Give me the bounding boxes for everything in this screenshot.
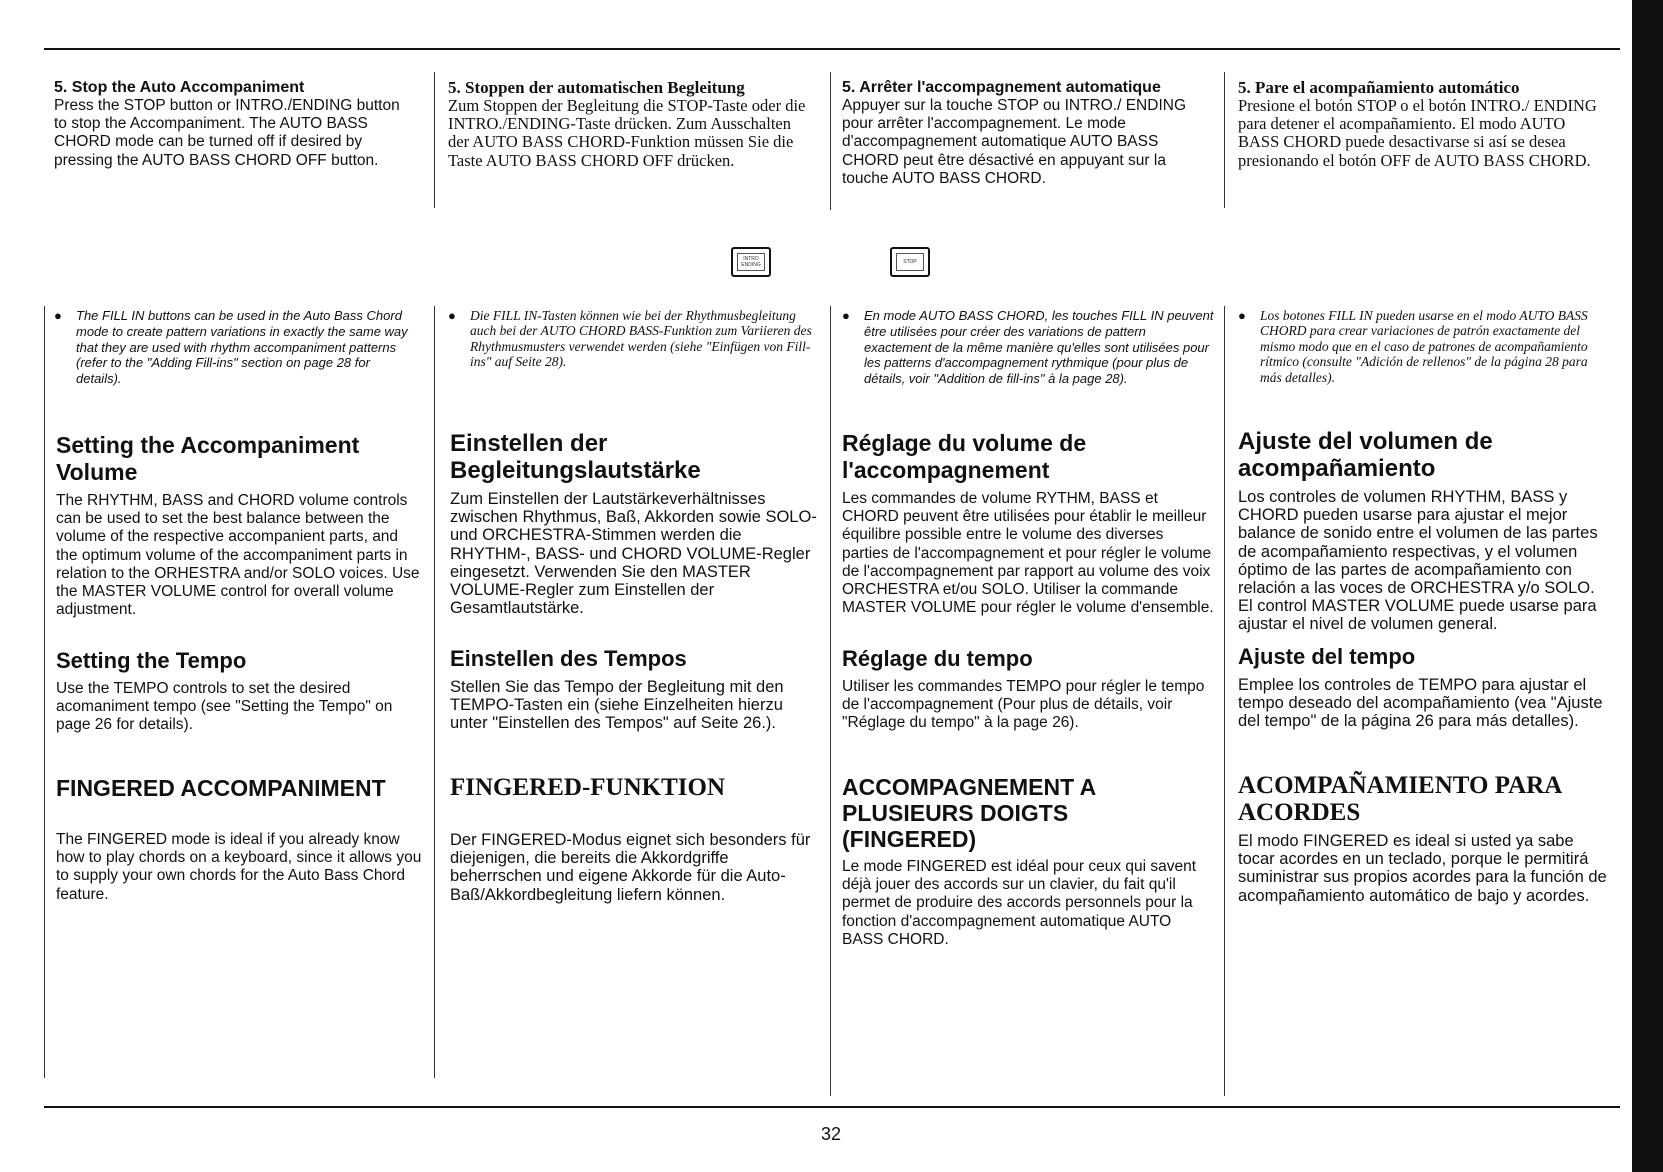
column-divider bbox=[830, 72, 831, 210]
bullet-icon: ● bbox=[448, 308, 456, 323]
german-fingered-body: Der FINGERED-Modus eignet sich besonders für diejenigen, die bereits die Akkordgriffe beherrschen und eigene Akkorde für die Auto-Baß/Akkordbegleitung liefern können. bbox=[450, 831, 811, 904]
spanish-fingered-body: El modo FINGERED es ideal si usted ya sabe tocar acordes en un teclado, porque le permitirá suministrar sus propios acordes para la función de acompañamiento automático de bajo y acordes. bbox=[1238, 832, 1607, 905]
bullet-icon: ● bbox=[842, 308, 850, 323]
german-fingered-title: FINGERED-FUNKTION bbox=[450, 774, 726, 801]
german-note bbox=[448, 308, 818, 370]
column-divider bbox=[434, 72, 435, 208]
intro-label: INTRO bbox=[743, 256, 759, 262]
german-step-title: 5. Stoppen der automatischen Begleitung bbox=[448, 78, 745, 97]
ending-label: ENDING bbox=[741, 262, 761, 268]
english-volume-body: The RHYTHM, BASS and CHORD volume controls can be used to set the best balance between the volume of the respective accompanient parts, and the optimum volume of the accompaniment parts in relation to the ORHESTRA and/or SOLO voices. Use the MASTER VOLUME control for overall volume adjustment. bbox=[56, 492, 420, 619]
column-divider bbox=[434, 306, 435, 1078]
german-volume-section bbox=[450, 430, 818, 617]
german-volume-body: Zum Einstellen der Lautstärkeverhältnisses zwischen Rhythmus, Baß, Akkorden sowie SOLO- und ORCHESTRA-Stimmen werden die RHYTHM-, BASS- und CHORD VOLUME-Regler eingesetzt. Verwenden Sie den MASTER VOLUME-Regler zum Einstellen der Gesamtlautstärke. bbox=[450, 490, 817, 618]
bullet-icon: ● bbox=[54, 308, 62, 323]
spanish-volume-section bbox=[1238, 428, 1610, 634]
english-step-body: Press the STOP button or INTRO./ENDING button to stop the Accompaniment. The AUTO BASS CHORD mode can be turned off if desired by pressing the AUTO BASS CHORD OFF button. bbox=[54, 97, 400, 169]
english-step-block bbox=[54, 78, 416, 170]
german-note-text: Die FILL IN-Tasten können wie bei der Rhythmusbegleitung auch bei der AUTO CHORD BASS-Funktion zum Variieren des Rhythmusmusters verwendet werden (siehe "Einfügen von Fill-ins" auf Seite 28). bbox=[470, 308, 812, 370]
english-note-text: The FILL IN buttons can be used in the Auto Bass Chord mode to create pattern variations in exactly the same way that they are used with rhythm accompaniment patterns (refer to the "Adding Fill-ins" section on page 28 for details). bbox=[76, 308, 408, 387]
french-volume-body: Les commandes de volume RYTHM, BASS et CHORD peuvent être utilisées pour établir le meilleur équilibre possible entre le volume des diverses parties de l'accompagnement et pour régler le volume de l'accompagnement par rapport au volume des voix ORCHESTRA et/ou SOLO. Utiliser la commande MASTER VOLUME pour régler le volume d'ensemble. bbox=[842, 490, 1214, 617]
german-tempo-body: Stellen Sie das Tempo der Begleitung mit den TEMPO-Tasten ein (siehe Einzelheiten hierzu unter "Einstellen des Tempos" auf Seite 26.). bbox=[450, 678, 784, 733]
spanish-volume-body: Los controles de volumen RHYTHM, BASS y CHORD pueden usarse para ajustar el mejor balance de sonido entre el volumen de las partes de acompañamiento respectivas, y el volumen óptimo de las partes de acompañamiento con relación a las voces de ORCHESTRA y/o SOLO. El control MASTER VOLUME puede usarse para ajustar el nivel de volumen general. bbox=[1238, 488, 1598, 634]
spanish-fingered-title: ACOMPAÑAMIENTO PARA ACORDES bbox=[1238, 772, 1561, 826]
french-fingered-title: ACCOMPAGNEMENT A PLUSIEURS DOIGTS (FINGERED) bbox=[842, 774, 1096, 852]
column-divider bbox=[1224, 306, 1225, 1096]
french-step-body: Appuyer sur la touche STOP ou INTRO./ ENDING pour arrêter l'accompagnement. Le mode d'accompagnement automatique AUTO BASS CHORD peut être désactivé en appuyant sur la touche AUTO BASS CHORD. bbox=[842, 97, 1187, 187]
english-fingered-section bbox=[56, 775, 426, 904]
french-note-text: En mode AUTO BASS CHORD, les touches FILL IN peuvent être utilisées pour créer des variations de pattern exactement de la même manière qu'elles sont utilisées pour les patterns d'accompagnement rythmique (pour plus de détails, voir "Addition de fill-ins" à la page 28). bbox=[864, 308, 1214, 387]
spanish-step-body: Presione el botón STOP o el botón INTRO./ ENDING para detener el acompañamiento. El modo AUTO BASS CHORD puede desactivarse si así se desea presionando el botón OFF de AUTO BASS CHORD. bbox=[1238, 96, 1597, 170]
english-fingered-title: FINGERED ACCOMPANIMENT bbox=[56, 775, 386, 801]
spanish-note bbox=[1238, 308, 1608, 385]
french-tempo-body: Utiliser les commandes TEMPO pour régler le tempo de l'accompagnement (Pour plus de détails, voir "Réglage du tempo" à la page 26). bbox=[842, 678, 1205, 732]
column-divider bbox=[44, 306, 45, 1078]
french-step-title: 5. Arrêter l'accompagnement automatique bbox=[842, 79, 1161, 96]
german-step-body: Zum Stoppen der Begleitung die STOP-Taste oder die INTRO./ENDING-Taste drücken. Zum Ausschalten der AUTO BASS CHORD-Funktion müssen Sie die Taste AUTO BASS CHORD OFF drücken. bbox=[448, 96, 806, 170]
column-divider bbox=[1224, 72, 1225, 208]
french-volume-title: Réglage du volume de l'accompagnement bbox=[842, 430, 1087, 483]
stop-label: STOP bbox=[903, 259, 917, 265]
page-edge-bar bbox=[1632, 0, 1663, 1172]
french-fingered-section bbox=[842, 774, 1202, 949]
english-tempo-section bbox=[56, 648, 422, 735]
french-tempo-title: Réglage du tempo bbox=[842, 646, 1033, 671]
english-volume-section bbox=[56, 432, 422, 619]
german-volume-title: Einstellen der Begleitungslautstärke bbox=[450, 430, 701, 484]
bottom-rule bbox=[44, 1106, 1620, 1108]
spanish-fingered-section bbox=[1238, 772, 1610, 905]
spanish-tempo-body: Emplee los controles de TEMPO para ajustar el tempo deseado del acompañamiento (vea "Ajuste del tempo" de la página 26 para más detalles). bbox=[1238, 676, 1603, 731]
spanish-tempo-section bbox=[1238, 644, 1610, 731]
english-tempo-title: Setting the Tempo bbox=[56, 648, 247, 673]
french-volume-section bbox=[842, 430, 1214, 617]
spanish-step-block bbox=[1238, 78, 1608, 170]
spanish-volume-title: Ajuste del volumen de acompañamiento bbox=[1238, 428, 1493, 482]
french-fingered-body: Le mode FINGERED est idéal pour ceux qui savent déjà jouer des accords sur un clavier, du fait qu'il permet de produire des accords personnels pour la fonction d'accompagnement automatique AUTO BASS CHORD. bbox=[842, 858, 1197, 948]
german-tempo-title: Einstellen des Tempos bbox=[450, 646, 687, 671]
german-tempo-section bbox=[450, 646, 812, 733]
spanish-note-text: Los botones FILL IN pueden usarse en el modo AUTO BASS CHORD para crear variaciones de patrón exactamente del mismo modo que en el caso de patrones de acompañamiento rítmico (consulte "Adición de rellenos" de la página 28 para más detalles). bbox=[1260, 308, 1588, 385]
column-divider bbox=[830, 306, 831, 1096]
spanish-tempo-title: Ajuste del tempo bbox=[1238, 644, 1416, 669]
english-volume-title: Setting the Accompaniment Volume bbox=[56, 432, 360, 485]
french-note bbox=[842, 308, 1214, 387]
german-step-block bbox=[448, 78, 808, 170]
bullet-icon: ● bbox=[1238, 308, 1246, 323]
english-fingered-body: The FINGERED mode is ideal if you already know how to play chords on a keyboard, since it allows you to supply your own chords for the Auto Bass Chord feature. bbox=[56, 831, 422, 903]
top-rule bbox=[44, 48, 1620, 50]
french-tempo-section bbox=[842, 646, 1210, 733]
page-number: 32 bbox=[821, 1124, 842, 1144]
spanish-step-title: 5. Pare el acompañamiento automático bbox=[1238, 78, 1520, 97]
english-step-title: 5. Stop the Auto Accompaniment bbox=[54, 79, 305, 96]
german-fingered-section bbox=[450, 775, 812, 904]
english-tempo-body: Use the TEMPO controls to set the desired acomaniment tempo (see "Setting the Tempo" on page 26 for details). bbox=[56, 680, 393, 734]
french-step-block bbox=[842, 78, 1208, 188]
intro-ending-button-illustration bbox=[731, 247, 771, 277]
english-note bbox=[54, 308, 416, 387]
stop-button-illustration bbox=[890, 247, 930, 277]
